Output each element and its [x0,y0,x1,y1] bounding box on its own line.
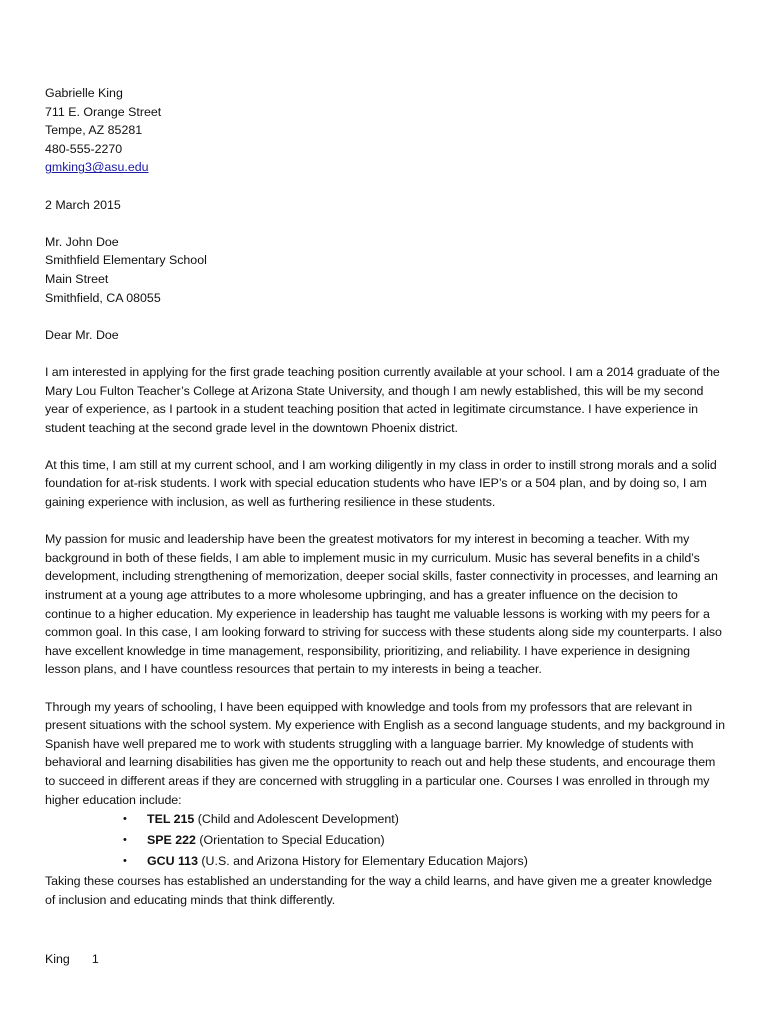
course-title: (Orientation to Special Education) [199,833,385,848]
page-number: 1 [91,952,99,966]
sender-name: Gabrielle King [45,86,123,100]
course-list [45,809,725,872]
course-code: SPE 222 [147,833,196,848]
course-code: TEL 215 [147,812,195,827]
course-code: GCU 113 [147,854,198,869]
list-item [45,830,725,851]
sender-address [45,84,725,177]
bullet-icon: • [123,834,127,847]
recipient-street: Main Street [45,271,109,286]
bullet-icon: • [123,855,127,868]
paragraph-music-leadership: My passion for music and leadership have been the greatest motivators for my interest in becoming a teacher. With my background in both of these fields, I am able to implement music in my curriculum. Music has several benefits in a child’s development, including strengthening of memorization, deeper social skills, faster connectivity in processes, and learning an instrument at a young age attributes to a more wholesome upbringing, and has a greater influence on the decision to continue to a higher education. My experience in leadership has taught me valuable lessons is working with my peers for a common goal. In this case, I am looking forward to striving for success with these students along side my counterparts. I also have excellent knowledge in time management, responsibility, prioritizing, and reliability. I have experience in designing lesson plans, and I have countless resources that pertain to my interests in being a teacher. [45,532,722,677]
footer-author: King [45,952,70,966]
recipient-organization: Smithfield Elementary School [45,253,207,268]
page-footer [45,950,99,969]
sender-street: 711 E. Orange Street [45,104,162,119]
letter-body [45,84,725,909]
list-item [45,809,725,830]
list-item [45,851,725,872]
letter-date: 2 March 2015 [45,197,121,212]
salutation: Dear Mr. Doe [45,327,119,342]
sender-city: Tempe, AZ 85281 [45,123,143,138]
sender-phone: 480-555-2270 [45,141,123,156]
paragraph-schooling: Through my years of schooling, I have been equipped with knowledge and tools from my professors that are relevant in present situations with the school system. My experience with English as a second language students, and my background in Spanish have well prepared me to work with students struggling with a language barrier. My knowledge of students with behavioral and learning disabilities has given me the opportunity to reach out and help these students, and encourage them to succeed in different areas if they are concerned with struggling in a particular one. Courses I was enrolled in through my higher education include: [45,699,725,807]
bullet-icon: • [123,813,127,826]
sender-email-link[interactable]: gmking3@asu.edu [45,160,149,175]
paragraph-intro: I am interested in applying for the first grade teaching position currently available at your school. I am a 2014 graduate of the Mary Lou Fulton Teacher’s College at Arizona State University, and though I am newly established, this will be my second year of experience, as I partook in a student teaching position that acted in legitimate circumstance. I have experience in student teaching at the second grade level in the downtown Phoenix district. [45,364,720,435]
course-title: (Child and Adolescent Development) [197,812,399,827]
paragraph-closing: Taking these courses has established an understanding for the way a child learns, and have given me a greater knowledge of inclusion and educating minds that think differently. [45,874,713,907]
recipient-address [45,233,725,307]
course-title: (U.S. and Arizona History for Elementary Education Majors) [201,854,528,869]
recipient-city: Smithfield, CA 08055 [45,290,161,305]
recipient-name: Mr. John Doe [45,234,119,249]
paragraph-current-school: At this time, I am still at my current school, and I am working diligently in my class in order to instill strong morals and a solid foundation for at-risk students. I work with special education students who have IEP’s or a 504 plan, and by doing so, I am gaining experience with inclusion, as well as furthering resilience in these students. [45,457,717,510]
